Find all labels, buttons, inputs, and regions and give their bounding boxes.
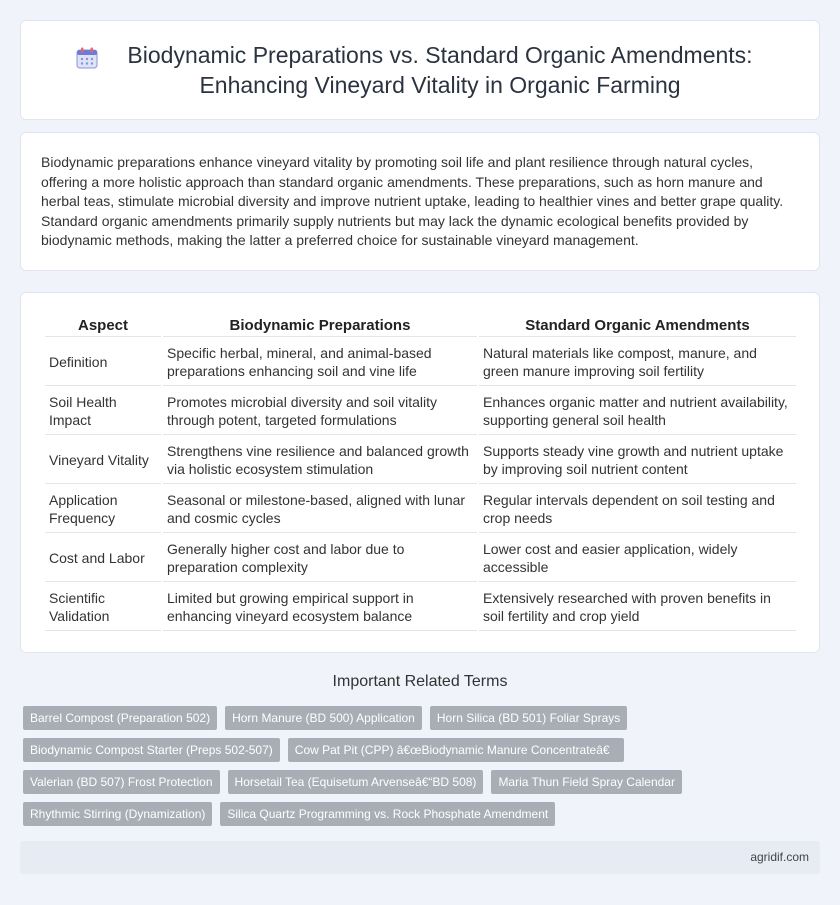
table-row (45, 339, 796, 386)
table-row (45, 584, 796, 631)
title-card (20, 20, 820, 120)
table-row (45, 437, 796, 484)
table-row (45, 535, 796, 582)
cell-aspect: Soil Health Impact (45, 388, 161, 435)
cell-aspect: Application Frequency (45, 486, 161, 533)
related-terms-list (23, 706, 823, 826)
related-terms-heading: Important Related Terms (332, 673, 508, 690)
cell-standard: Supports steady vine growth and nutrient uptake by improving soil nutrient content (479, 437, 796, 484)
related-term-tag[interactable]: Silica Quartz Programming vs. Rock Phosphate Amendment (220, 802, 555, 826)
cell-biodynamic: Strengthens vine resilience and balanced growth via holistic ecosystem stimulation (163, 437, 477, 484)
related-term-tag[interactable]: Rhythmic Stirring (Dynamization) (23, 802, 212, 826)
related-term-tag[interactable]: Horsetail Tea (Equisetum Arvenseâ€“BD 508) (228, 770, 484, 794)
cell-biodynamic: Generally higher cost and labor due to preparation complexity (163, 535, 477, 582)
page-title: Biodynamic Preparations vs. Standard Organic Amendments: Enhancing Vineyard Vitality in Organic Farming (127, 42, 753, 98)
comparison-card (20, 292, 820, 653)
cell-biodynamic: Specific herbal, mineral, and animal-based preparations enhancing soil and vine life (163, 339, 477, 386)
header-biodynamic: Biodynamic Preparations (163, 315, 477, 337)
related-term-tag[interactable]: Maria Thun Field Spray Calendar (491, 770, 682, 794)
related-term-tag[interactable]: Valerian (BD 507) Frost Protection (23, 770, 220, 794)
footer-site-link[interactable]: agridif.com (750, 850, 809, 864)
cell-aspect: Definition (45, 339, 161, 386)
header-standard: Standard Organic Amendments (479, 315, 796, 337)
cell-aspect: Cost and Labor (45, 535, 161, 582)
cell-standard: Regular intervals dependent on soil testing and crop needs (479, 486, 796, 533)
cell-biodynamic: Promotes microbial diversity and soil vitality through potent, targeted formulations (163, 388, 477, 435)
related-term-tag[interactable]: Biodynamic Compost Starter (Preps 502-507) (23, 738, 280, 762)
header-aspect: Aspect (45, 315, 161, 337)
table-row (45, 486, 796, 533)
related-term-tag[interactable]: Barrel Compost (Preparation 502) (23, 706, 217, 730)
table-header-row (45, 315, 796, 337)
table-row (45, 388, 796, 435)
cell-biodynamic: Limited but growing empirical support in enhancing vineyard ecosystem balance (163, 584, 477, 631)
cell-aspect: Scientific Validation (45, 584, 161, 631)
cell-aspect: Vineyard Vitality (45, 437, 161, 484)
related-term-tag[interactable]: Cow Pat Pit (CPP) â€œBiodynamic Manure Concentrateâ€ (288, 738, 624, 762)
cell-standard: Lower cost and easier application, widely accessible (479, 535, 796, 582)
summary-card (20, 132, 820, 271)
cell-standard: Enhances organic matter and nutrient availability, supporting general soil health (479, 388, 796, 435)
comparison-table (43, 313, 798, 633)
footer (20, 841, 820, 874)
related-term-tag[interactable]: Horn Manure (BD 500) Application (225, 706, 422, 730)
cell-standard: Extensively researched with proven benefits in soil fertility and crop yield (479, 584, 796, 631)
summary-text: Biodynamic preparations enhance vineyard vitality by promoting soil life and plant resilience through natural cycles, offering a more holistic approach than standard organic amendments. These preparations, such as horn manure and herbal teas, stimulate microbial diversity and improve nutrient uptake, leading to healthier vines and better grape quality. Standard organic amendments primarily supply nutrients but may lack the dynamic ecological benefits provided by biodynamic methods, making the latter a preferred choice for sustainable vineyard management. (41, 154, 784, 248)
cell-biodynamic: Seasonal or milestone-based, aligned with lunar and cosmic cycles (163, 486, 477, 533)
cell-standard: Natural materials like compost, manure, and green manure improving soil fertility (479, 339, 796, 386)
related-term-tag[interactable]: Horn Silica (BD 501) Foliar Sprays (430, 706, 627, 730)
